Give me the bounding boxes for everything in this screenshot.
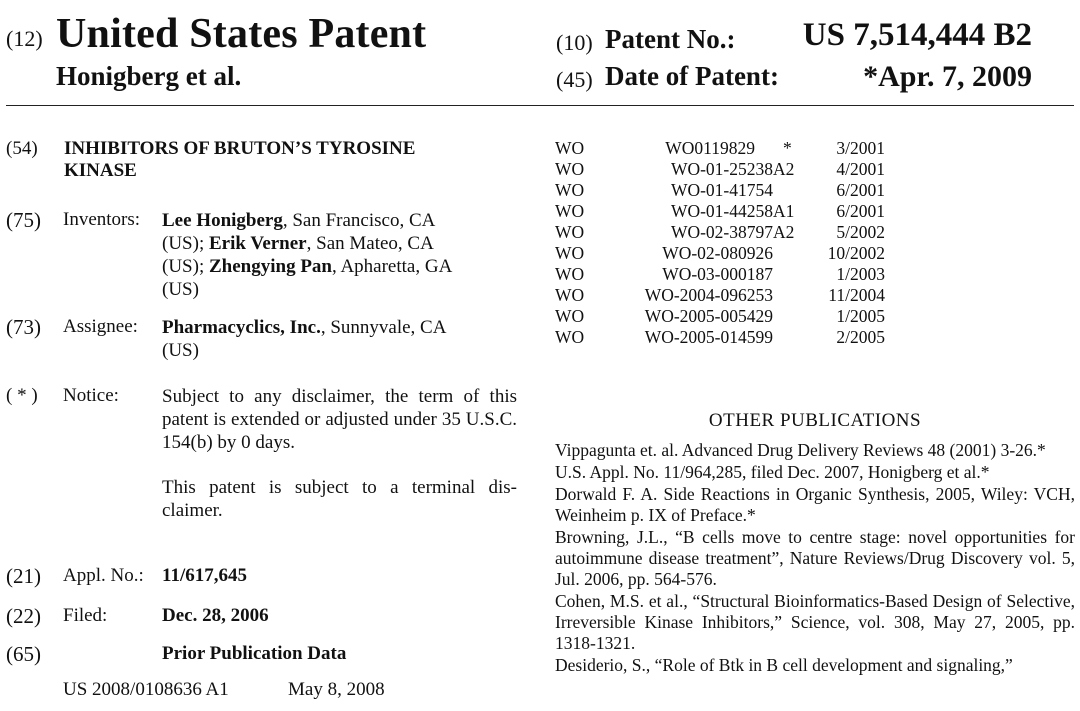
assignee-name: Pharmacyclics, Inc. [162,317,321,338]
code-54: (54) [6,138,38,159]
list-item: Desiderio, S., “Role of Btk in B cell development and signaling,” [555,655,1013,675]
prior-pub-no: US 2008/0108636 A1 [63,679,229,700]
notice-text: Subject to any disclaimer, the term of this patent is extended or adjusted under 35 U.S.C. 154(b) by 0 days. This patent is subject to a terminal dis-claimer. [162,386,517,521]
table-row: WO WO-01-25238 A2 4/2001 [555,159,885,179]
table-row: WO WO-03-000187 1/2003 [555,264,885,284]
table-row: WO WO-02-38797 A2 5/2002 [555,222,885,242]
other-publications-list [555,440,1075,677]
patent-authors: Honigberg et al. [56,61,242,91]
patent-no: US 7,514,444 B2 [802,17,1032,53]
filed-date: Dec. 28, 2006 [162,605,269,626]
table-row: WO WO-01-44258 A1 6/2001 [555,201,885,221]
prior-pub-heading: Prior Publication Data [162,643,347,664]
notice-label: Notice: [63,385,119,406]
inventors-label: Inventors: [63,209,141,230]
inventor-2: Erik Verner [208,233,307,254]
patent-header [0,0,1080,106]
appl-no-label: Appl. No.: [63,565,144,586]
list-item: Dorwald F. A. Side Reactions in Organic Synthesis, 2005, Wiley: VCH, Weinheim p. IX of Preface.* [555,484,1075,525]
patent-date: *Apr. 7, 2009 [863,60,1032,93]
code-75: (75) [6,208,41,232]
code-45: (45) [556,67,593,92]
appl-no: 11/617,645 [162,565,247,586]
patent-title: United States Patent [56,11,427,57]
code-10: (10) [556,30,593,55]
list-item: Browning, J.L., “B cells move to centre stage: novel opportunities for autoimmune disease treatment”, Nature Reviews/Drug Discovery vol. 5, Jul. 2006, pp. 564-576. [555,527,1075,589]
other-publications-heading: OTHER PUBLICATIONS [708,410,922,431]
assignee-label: Assignee: [63,316,138,337]
inventor-1: Lee Honigberg [162,210,283,231]
table-row: WO WO-2004-096253 11/2004 [555,285,885,305]
filed-label: Filed: [63,605,108,626]
table-row: WO WO-01-41754 6/2001 [555,180,885,200]
list-item: Vippagunta et. al. Advanced Drug Delivery Reviews 48 (2001) 3-26.* [555,440,1046,460]
inventor-3: Zhengying Pan [208,256,332,277]
invention-title: INHIBITORS OF BRUTON’S TYROSINE KINASE [64,138,416,181]
header-rule [6,105,1074,106]
inventors-value: Lee Honigberg, San Francisco, CA (US); Erik Verner, San Mateo, CA (US); Zhengying Pan, Apharetta, GA (US) [162,210,453,300]
table-row: WO WO-2005-014599 2/2005 [555,327,885,347]
assignee-value: Pharmacyclics, Inc., Sunnyvale, CA (US) [162,317,447,361]
code-22: (22) [6,604,41,628]
prior-pub-date: May 8, 2008 [288,679,385,700]
table-row: WO WO0119829 * 3/2001 [555,138,885,158]
date-label: Date of Patent: [605,61,779,91]
patent-no-label: Patent No.: [605,24,736,54]
code-12: (12) [6,26,43,51]
code-65: (65) [6,642,41,666]
table-row: WO WO-02-080926 10/2002 [555,243,885,263]
list-item: Cohen, M.S. et al., “Structural Bioinformatics-Based Design of Selective, Irreversible Kinase Inhibitors,” Science, vol. 308, May 27, 2005, pp. 1318-1321. [555,591,1075,653]
table-row: WO WO-2005-005429 1/2005 [555,306,885,326]
code-21: (21) [6,564,41,588]
code-73: (73) [6,315,41,339]
list-item: U.S. Appl. No. 11/964,285, filed Dec. 2007, Honigberg et al.* [555,462,990,482]
code-notice: ( * ) [6,385,38,406]
